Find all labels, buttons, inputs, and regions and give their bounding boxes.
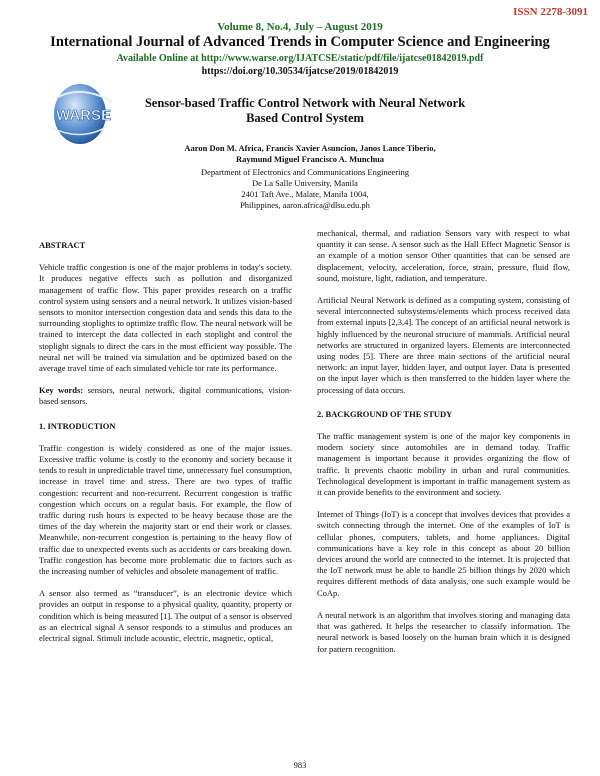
keywords-text: sensors, neural network, digital communications, vision-based sensors. [39,385,292,407]
affiliation-line: Department of Electronics and Communications Engineering [201,167,409,177]
journal-title: International Journal of Advanced Trends in Computer Science and Engineering [50,34,550,50]
background-heading: 2. BACKGROUND OF THE STUDY [317,408,453,419]
right-column [317,228,570,666]
doi-link[interactable]: https://doi.org/10.30534/ijatcse/2019/01842019 [201,66,399,77]
paragraph: A sensor also termed as “transducer”, is an electronic device which provides an output in response to a physical quality, quantity, property or condition which is being measured [1]. The output of a sensor is observed as an electrical signal A sensor responds to a stimulus and produces an electrical signal. Stimuli include acoustic, electric, magnetic, optical, [39,588,292,644]
affiliation-line: 2401 Taft Ave., Malate, Manila 1004, [241,189,369,199]
volume-line: Volume 8, No.4, July – August 2019 [217,21,383,33]
paragraph: Artificial Neural Network is defined as a computing system, consisting of several interconnected subsystems/elements which process received data from external inputs [2,3,4]. The concept of an artificial neural network is highly influenced by the neuronal structure of mammals. Artificial neural networks are structured in organized layers. Elements are interconnected using nodes [5]. There are three main sections of the artificial neural network: an input layer, hidden layer, and output layer. Data is presented on the input layer which is then transferred to the hidden layer where the processing of data occurs. [317,295,570,395]
paragraph: A neural network is an algorithm that involves storing and managing data that was gathered. It helps the researcher to classify information. The neural network is based loosely on the human brain which it is designed for pattern recognition. [317,609,570,654]
affiliation-line: Philippines, aaron.africa@dlsu.edu.ph [240,200,370,210]
logo-text: WARSE [56,107,112,124]
author-list [120,143,500,165]
authors-line: Aaron Don M. Africa, Francis Xavier Asuncion, Janos Lance Tiberio, [184,143,436,153]
available-online-link[interactable]: Available Online at http://www.warse.org/IJATCSE/static/pdf/file/ijatcse01842019.pdf [116,53,484,64]
left-column [39,228,292,655]
paragraph: Internet of Things (IoT) is a concept that involves devices that provides a switch connecting through the internet. One of the examples of IoT is cellular phones, computers, tablets, and home appliances. Digital communications have a key role in this concept as about 20 billion devices around the world are connected to the internet. It is projected that the IoT network must be able to handle 25 billion things by 2020 which requires different methods of data analysis, one such example would be CoAp. [317,509,570,598]
affiliation [170,167,440,211]
abstract-heading: ABSTRACT [39,240,86,250]
paper-title [130,96,480,126]
keywords [39,385,292,407]
authors-line: Raymund Miguel Francisco A. Munchua [235,154,385,164]
introduction-heading: 1. INTRODUCTION [39,420,116,431]
issn-label: ISSN 2278-3091 [513,6,588,18]
affiliation-line: De La Salle University, Manila [252,178,358,188]
keywords-label: Key words: [39,385,84,396]
paragraph: The traffic management system is one of the major key components in modern society since automobiles are in demand today. Traffic management is important because it provides organizing the flow of traffic. It prevents chaotic mobility in urban and rural communities. Technological development is important in traffic management system as it can provide benefits to the environment and society. [317,431,570,498]
paragraph: Traffic congestion is widely considered as one of the major issues. Excessive traffic volume is costly to the economy and society because it tends to result in unpredictable travel time, unnecessary fuel consumption, increase in travel time and stress. There are two types of traffic congestion: recurrent and non-recurrent. Recurrent congestion is traffic congestion which occurs on a regular basis. For example, the flow of traffic during rush hours is expected to be heavy because those are the times of the day wherein the majority start or end their work or classes. Meanwhile, non-recurrent congestion is pertaining to the heavy flow of traffic due to unexpected events such as accidents or cars breaking down. Traffic congestion has become more problematic due to factors such as the increasing number of vehicles and obsolete management of traffic. [39,442,292,577]
abstract-text: Vehicle traffic congestion is one of the major problems in today's society. It produces negative effects such as pollution and disorganized management of traffic flow. This paper provides research on a traffic control system using sensors and a neural network. It utilizes vision-based sensors to monitor intersection congestion data and sends this data to the surrounding stoplights to optimize traffic flow. The neural network will be trained to intercept the data collected in each stoplight and control the stoplight signals to direct the cars in the most efficient way possible. The neural net will be trained via simulation and be optimized based on the average travel time of each simulated vehicle tor rate its performance. [39,262,292,374]
title-line: Sensor-based Traffic Control Network with Neural Network [144,96,466,110]
page-number: 983 [293,760,307,770]
title-line: Based Control System [246,111,364,125]
paragraph: mechanical, thermal, and radiation Sensors vary with respect to what quantity it can sense. A sensor such as the Hall Effect Magnetic Sensor is an example of a motion sensor Other quantities that can be sensed are displacement, velocity, acceleration, force, strain, pressure, fluid flow, sound, moisture, light, radiation, and temperature. [317,228,570,283]
